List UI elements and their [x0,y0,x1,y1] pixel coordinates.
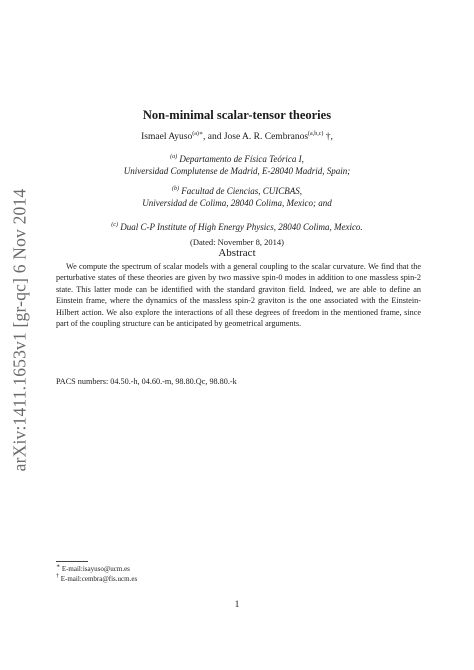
abstract-text: We compute the spectrum of scalar models with a general coupling to the scalar curvature. We find that the perturbative states of these theories are given by two massive spin-0 modes in addition to one massless spin-2 state. This latter mode can be identified with the standard graviton field. Indeed, we are able to define an Einstein frame, where the dynamics of the massless spin-2 graviton is the one associated with the Einstein-Hilbert action. We also explore the interactions of all these degrees of freedom in the mentioned frame, since part of the coupling structure can be anticipated by geometrical arguments. [56,262,421,329]
affiliation-line: $^{(c)}$ Dual C-P Institute of High Energy Physics, 28040 Colima, Mexico. [111,222,363,232]
affiliation-mark: (b) [172,186,179,192]
author-name: Jose A. R. Cembranos [223,132,309,142]
affiliation-mark: (c) [111,222,118,228]
abstract-heading: Abstract [218,247,256,259]
author-list [0,132,474,142]
footnote-email: ∗ E-mail:isayuso@ucm.es [56,563,130,573]
affiliation-b [0,185,474,209]
affiliation-c [0,221,474,233]
affiliation-mark: (a) [170,154,178,160]
affiliation-line: $^{(a)}$ Departamento de Física Teórica I, [170,154,304,164]
pacs-numbers: PACS numbers: 04.50.-h, 04.60.-m, 98.80.Qc, 98.80.-k [56,377,237,386]
author-dagger: †, [323,132,333,142]
arxiv-identifier: arXiv:1411.1653v1 [gr-qc] 6 Nov 2014 [9,188,30,472]
affiliation-line: $^{(b)}$ Facultad de Ciencias, CUICBAS, [172,186,302,196]
footnote-mark: † [56,573,59,580]
footnotes [56,564,137,584]
affiliation-a [0,153,474,177]
dated-line: (Dated: November 8, 2014) [190,237,284,247]
footnote-rule [56,561,88,562]
author-affiliation-mark: (a,b,c) [308,130,324,137]
affiliation-line: Universidad Complutense de Madrid, E-28040 Madrid, Spain; [123,166,351,176]
footnote-email: † E-mail:cembra@fis.ucm.es [56,573,138,583]
page-number: 1 [234,600,240,610]
paper-title: Non-minimal scalar-tensor theories [142,108,332,122]
author-separator: , and [203,132,224,142]
author-name: Ismael Ayuso [141,132,193,142]
author-affiliation-mark: (a)∗ [192,130,203,137]
affiliation-line: Universidad de Colima, 28040 Colima, Mexico; and [142,198,332,208]
footnote-mark: ∗ [56,563,61,570]
